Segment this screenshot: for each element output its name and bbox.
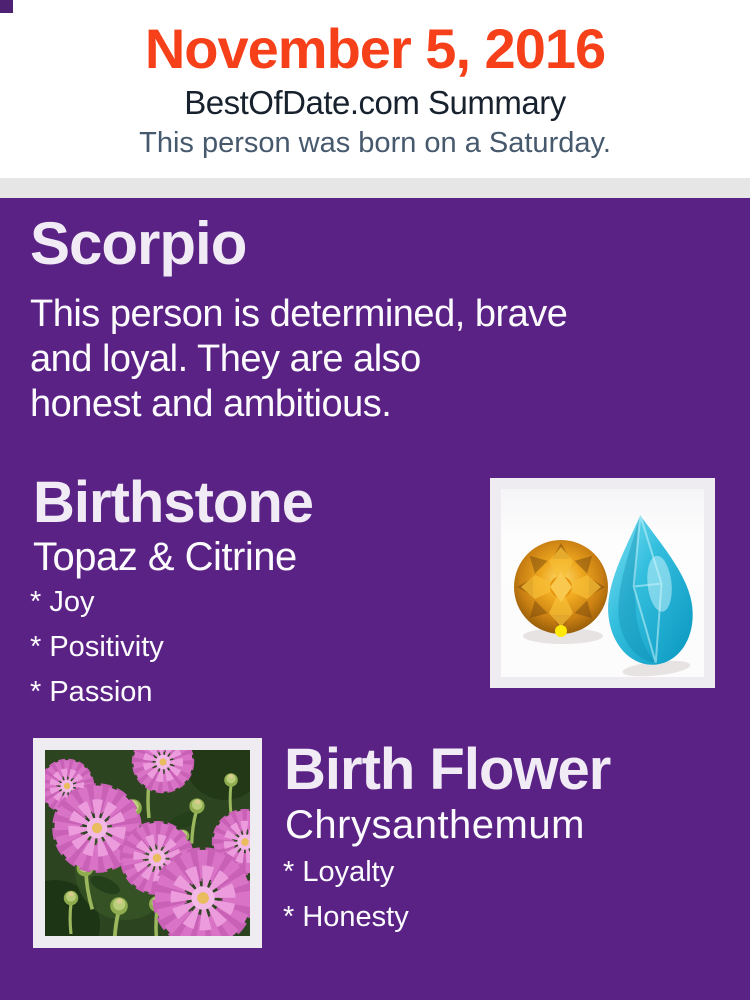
- summary-panel: [0, 198, 750, 1000]
- birth-flower-trait: * Honesty: [283, 901, 409, 933]
- birthstone-title: Birthstone: [33, 470, 313, 535]
- zodiac-description-line: This person is determined, brave: [30, 293, 568, 335]
- birthstone-trait: * Positivity: [30, 631, 164, 663]
- divider-band: [0, 178, 750, 198]
- zodiac-description-line: and loyal. They are also: [30, 338, 421, 380]
- zodiac-description-line: honest and ambitious.: [30, 383, 392, 425]
- birthstone-photo: [490, 478, 715, 688]
- birthstone-trait: * Passion: [30, 676, 153, 708]
- birth-flower-title: Birth Flower: [284, 737, 611, 802]
- zodiac-sign-title: Scorpio: [30, 210, 247, 277]
- birth-flower-photo-image: [45, 750, 250, 936]
- site-summary: BestOfDate.com Summary: [184, 84, 566, 121]
- birthstone-traits: [30, 580, 164, 715]
- corner-accent: [0, 0, 13, 13]
- page-title: November 5, 2016: [144, 17, 606, 80]
- birthstone-photo-image: [501, 489, 704, 677]
- birthstone-names: Topaz & Citrine: [33, 535, 297, 579]
- zodiac-description: [30, 292, 567, 427]
- birth-flower-traits: [283, 850, 409, 940]
- birthstone-trait: * Joy: [30, 586, 95, 618]
- born-day-line: This person was born on a Saturday.: [139, 127, 611, 159]
- birth-flower-trait: * Loyalty: [283, 856, 395, 888]
- birth-flower-photo: [33, 738, 262, 948]
- birth-flower-name: Chrysanthemum: [285, 803, 585, 847]
